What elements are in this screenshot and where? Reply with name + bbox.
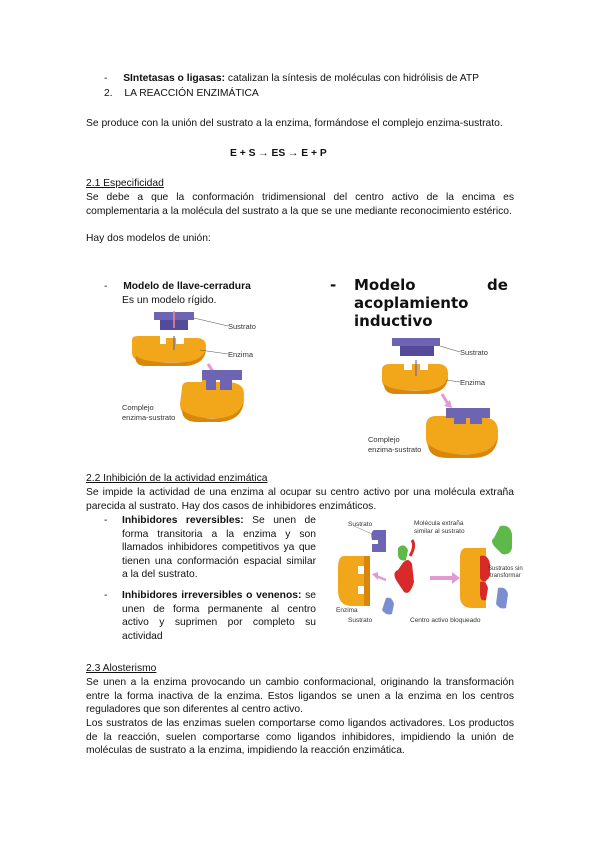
green-substrate-right xyxy=(492,526,512,555)
model1-title: Modelo de llave-cerradura xyxy=(123,281,251,292)
fig2-sustrato-label: Sustrato xyxy=(460,348,488,357)
model2-dash: - xyxy=(330,276,337,294)
fig3-centro-label: Centro activo bloqueado xyxy=(410,617,481,624)
heading-inhibicion: 2.2 Inhibición de la actividad enzimática xyxy=(86,473,268,484)
intro-paragraph: Se produce con la unión del sustrato a la enzima, formándose el complejo enzima-sustrato. xyxy=(86,118,503,129)
inhibitor-reversible-desc: Se unen de forma transitoria a la enzima y son llamados inhibidores competitivos ya que tienen una conformación espacial similar a la del sustrato. xyxy=(122,515,316,580)
heading-alosterismo: 2.3 Alosterismo xyxy=(86,663,157,674)
fig3-enzima-label: Enzima xyxy=(336,607,358,614)
fig2-complejo-label: Complejo xyxy=(368,435,400,444)
alosterismo-paragraph-2: Los sustratos de las enzimas suelen comportarse como ligandos activadores. Los productos de la reacción, suelen comportarse como ligandos inhibidores, impidiendo la unión de moléculas de sustrato a la enzima, impidiendo la reacción enzimática. xyxy=(86,718,514,756)
model2-title-d: inductivo xyxy=(354,312,433,330)
inhibitor-reversible-term: Inhibidores reversibles: xyxy=(122,515,244,526)
enzyme-left xyxy=(338,556,364,606)
fig1-complejo-label-2: enzima-sustrato xyxy=(122,413,176,422)
model2-title-c: acoplamiento xyxy=(354,294,469,312)
blue-substrate-right xyxy=(496,588,508,609)
fig3-sustrato2-label: Sustrato xyxy=(348,617,373,624)
fig2-enzima-label: Enzima xyxy=(460,378,486,387)
inhibition-figure xyxy=(334,516,523,630)
sustrato-pointer xyxy=(440,346,460,352)
fig1-complejo-label: Complejo xyxy=(122,403,154,412)
sustrato-pointer xyxy=(194,318,228,326)
fig1-sustrato-label: Sustrato xyxy=(228,322,256,331)
model2-title-a: Modelo xyxy=(354,276,416,294)
enzyme-shape xyxy=(132,336,206,362)
substrate-top xyxy=(371,530,386,552)
enzyme-left-shadow xyxy=(364,556,370,606)
alosterismo-paragraph-1: Se unen a la enzima provocando un cambio conformacional, originando la transformación entre la forma inactiva de la enzima. Estos ligandos se unen a la enzima en los centros reguladores que son diferentes al centro activo. xyxy=(86,677,514,715)
inhibitor-irreversible-term: Inhibidores irreversibles o venenos: xyxy=(122,590,302,601)
inhibicion-paragraph: Se impide la actividad de una enzima al ocupar su centro activo por una molécula extraña parecida al sustrato. Hay dos casos de inhibidores enzimáticos. xyxy=(86,487,514,512)
substrate-shadow xyxy=(400,346,434,356)
inhibitor-molecule xyxy=(394,560,414,593)
sintetasas-desc: catalizan la síntesis de moléculas con hidrólisis de ATP xyxy=(225,73,479,84)
reaction-equation: E + S → ES → E + P xyxy=(230,148,327,159)
heading-especificidad: 2.1 Especificidad xyxy=(86,178,164,189)
list-dash: - xyxy=(104,281,108,292)
inhibitor-reversible-item xyxy=(122,514,316,582)
blue-substrate-left xyxy=(382,598,394,615)
fig3-sustratos-label-2: transformar xyxy=(490,573,521,579)
inhibitor-tail xyxy=(410,540,414,556)
arrow-shaft xyxy=(442,394,448,404)
fig1-enzima-label: Enzima xyxy=(228,350,254,359)
list-dash: - xyxy=(104,515,108,526)
bound-inhibitor-2 xyxy=(480,582,488,601)
list-number: 2. xyxy=(104,88,113,99)
sintetasas-term: SIntetasas o ligasas: xyxy=(123,73,226,84)
fig2-complejo-label-2: enzima-sustrato xyxy=(368,445,422,454)
model1-heading xyxy=(104,280,251,294)
models-intro: Hay dos modelos de unión: xyxy=(86,233,211,244)
arrow-left-head xyxy=(372,572,378,580)
enzyme-shape xyxy=(382,364,448,390)
fig3-sustrato-label: Sustrato xyxy=(348,521,373,528)
inhibitor-irreversible-desc: se unen de forma permanente al centro activo y suprimen por completo su actividad xyxy=(122,590,316,642)
model2-title-b: de xyxy=(487,276,508,294)
arrow-right-head xyxy=(452,572,460,584)
list-item-reaccion xyxy=(104,87,259,101)
fig3-molecula-label-2: similar al sustrato xyxy=(414,528,465,535)
enzima-pointer xyxy=(446,380,460,382)
inhibitor-irreversible-item xyxy=(122,589,316,643)
list-item-sintetasas xyxy=(104,72,479,86)
list-dash: - xyxy=(104,73,108,84)
fig3-sustratos-label: Sustratos sin xyxy=(488,566,523,572)
section-title-reaccion: LA REACCIÓN ENZIMÁTICA xyxy=(124,88,259,99)
green-substrate-left xyxy=(398,545,408,560)
fig3-molecula-label: Molécula extraña xyxy=(414,520,464,527)
model1-description: Es un modelo rígido. xyxy=(122,295,217,306)
induced-fit-figure xyxy=(362,332,512,458)
especificidad-paragraph: Se debe a que la conformación tridimensional del centro activo de la encima es complementaria a la molécula del sustrato a la que se une mediante reconocimiento estérico. xyxy=(86,192,514,217)
lock-key-figure xyxy=(116,306,296,430)
list-dash: - xyxy=(104,590,108,601)
